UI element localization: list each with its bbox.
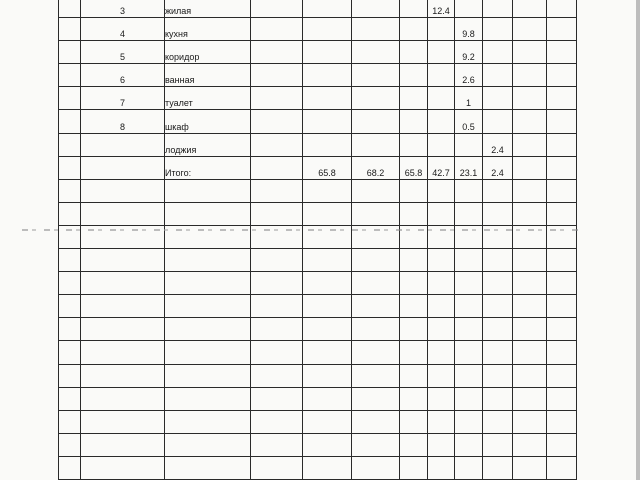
- row-number: 4: [81, 18, 165, 41]
- totals-row: [59, 156, 577, 179]
- area-value: 2.4: [483, 133, 513, 156]
- area-value: 9.2: [455, 41, 483, 64]
- area-value: [483, 64, 513, 87]
- empty-table-row: [59, 456, 577, 479]
- table-row: [59, 18, 577, 41]
- page-edge: [636, 0, 640, 480]
- empty-table-row: [59, 433, 577, 456]
- room-name: коридор: [165, 41, 251, 64]
- total-value: 65.8: [400, 156, 428, 179]
- empty-table-row: [59, 387, 577, 410]
- row-number: 5: [81, 41, 165, 64]
- total-value: 42.7: [428, 156, 455, 179]
- total-value: 2.4: [483, 156, 513, 179]
- empty-table-row: [59, 410, 577, 433]
- area-value: [483, 18, 513, 41]
- table-row: [59, 64, 577, 87]
- scan-artifact-line: [22, 229, 582, 231]
- table-row: [59, 87, 577, 110]
- area-value: [455, 133, 483, 156]
- room-name: жилая: [165, 0, 251, 18]
- total-value: 65.8: [303, 156, 352, 179]
- totals-label: Итого:: [165, 156, 251, 179]
- area-value: [483, 110, 513, 133]
- room-name: лоджия: [165, 133, 251, 156]
- area-value: 12.4: [428, 0, 455, 18]
- empty-table-row: [59, 179, 577, 202]
- room-name: туалет: [165, 87, 251, 110]
- empty-table-row: [59, 295, 577, 318]
- empty-table-row: [59, 249, 577, 272]
- empty-table-row: [59, 341, 577, 364]
- area-value: [428, 18, 455, 41]
- empty-table-row: [59, 202, 577, 225]
- row-number: [81, 133, 165, 156]
- area-value: [483, 87, 513, 110]
- empty-table-row: [59, 272, 577, 295]
- table-body: [59, 0, 577, 479]
- room-name: кухня: [165, 18, 251, 41]
- table-row: [59, 133, 577, 156]
- area-value: 1: [455, 87, 483, 110]
- area-value: [428, 87, 455, 110]
- room-name: шкаф: [165, 110, 251, 133]
- area-value: [483, 0, 513, 18]
- table-row: [59, 110, 577, 133]
- room-name: ванная: [165, 64, 251, 87]
- area-value: [428, 110, 455, 133]
- room-area-table: [58, 0, 577, 480]
- area-value: [483, 41, 513, 64]
- row-number: 8: [81, 110, 165, 133]
- table-row: [59, 41, 577, 64]
- area-value: [428, 41, 455, 64]
- area-value: [455, 0, 483, 18]
- area-value: 9.8: [455, 18, 483, 41]
- row-number: 6: [81, 64, 165, 87]
- total-value: 23.1: [455, 156, 483, 179]
- area-value: 2.6: [455, 64, 483, 87]
- area-value: [428, 133, 455, 156]
- area-value: 0.5: [455, 110, 483, 133]
- row-number: 7: [81, 87, 165, 110]
- area-value: [428, 64, 455, 87]
- row-number: 3: [81, 0, 165, 18]
- empty-table-row: [59, 364, 577, 387]
- table-row: [59, 0, 577, 18]
- total-value: 68.2: [352, 156, 400, 179]
- empty-table-row: [59, 318, 577, 341]
